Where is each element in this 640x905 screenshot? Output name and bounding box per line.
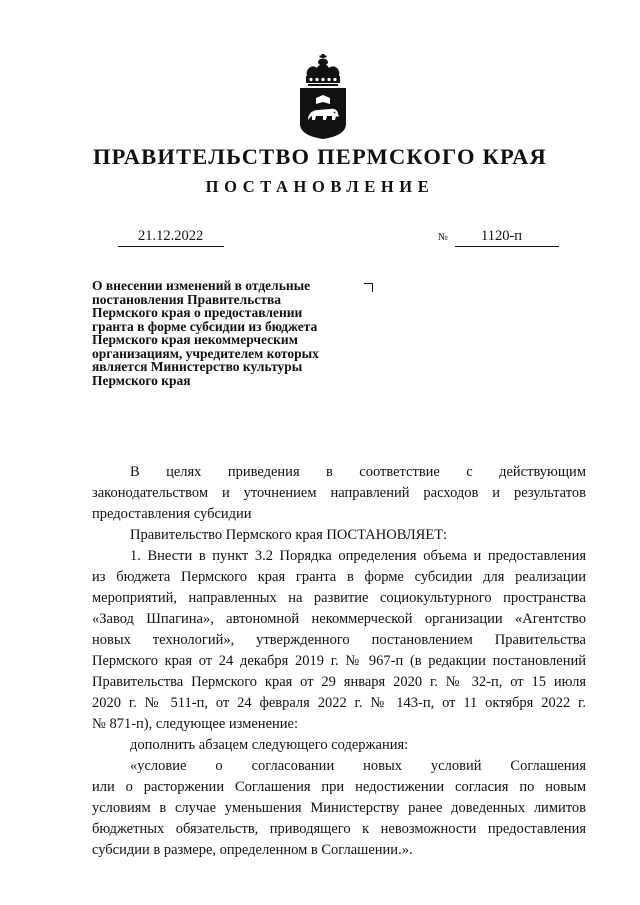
subject-line: постановления Правительства — [92, 291, 281, 307]
body-line: «условие о согласовании новых условий Соглашения — [130, 758, 586, 774]
body-line: новых технологий», утвержденного постановлением Правительства — [92, 632, 586, 648]
subject-line: Пермского края о предоставлении — [92, 305, 303, 320]
body-line: «Завод Шпагина», автономной некоммерческой организации «Агентство — [92, 611, 586, 627]
body-line: условиям в случае уменьшения Министерству ранее доведенных лимитов — [92, 800, 586, 816]
corner-bracket-mark — [364, 283, 373, 292]
subject-line: Пермского края — [92, 372, 191, 388]
document-type-title: ПОСТАНОВЛЕНИЕ — [205, 177, 435, 196]
body-line: 1. Внести в пункт 3.2 Порядка определения объема и предоставления — [130, 548, 586, 564]
subject-line: организациям, учредителем которых — [92, 345, 319, 361]
subject-line: гранта в форме субсидии из бюджета — [92, 318, 318, 334]
body-line: Пермского края от 24 декабря 2019 г. № 967-п (в редакции постановлений — [92, 653, 586, 669]
body-line: из бюджета Пермского края гранта в форме субсидии для реализации — [92, 569, 586, 585]
document-body — [92, 462, 586, 861]
body-line: № 871-п), следующее изменение: — [92, 716, 298, 732]
body-line: субсидии в размере, определенном в Соглашении.». — [92, 842, 413, 858]
body-line: В целях приведения в соответствие с действующим — [130, 464, 586, 480]
body-line: 2020 г. № 511-п, от 24 февраля 2022 г. № 143-п, от 11 октября 2022 г. — [92, 695, 586, 711]
body-line: предоставления субсидии — [92, 506, 252, 522]
body-line: мероприятий, направленных на развитие социокультурного пространства — [92, 590, 586, 606]
body-line: Правительство Пермского края ПОСТАНОВЛЯЕТ: — [130, 527, 448, 543]
body-line: дополнить абзацем следующего содержания: — [130, 737, 409, 753]
body-line: бюджетных обязательств, приводящего к невозможности предоставления — [92, 821, 586, 837]
number-field — [455, 228, 559, 247]
document-number: 1120-п — [481, 228, 523, 244]
body-line: Правительства Пермского края от 29 января 2020 г. № 32-п, от 15 июля — [92, 674, 586, 690]
perm-krai-coat-of-arms-icon — [297, 54, 349, 140]
government-title: ПРАВИТЕЛЬСТВО ПЕРМСКОГО КРАЯ — [92, 144, 548, 169]
subject-line: О внесении изменений в отдельные — [92, 278, 311, 293]
date-field — [118, 228, 224, 247]
body-line: законодательством и уточнением направлений расходов и результатов — [92, 485, 586, 501]
body-line: или о расторжении Соглашения при недостижении согласия по новым — [92, 779, 586, 795]
subject-line: Пермского края некоммерческим — [92, 332, 298, 347]
document-subject — [92, 279, 362, 387]
subject-line: является Министерство культуры — [92, 359, 303, 374]
number-sign: № — [438, 232, 449, 243]
document-date: 21.12.2022 — [138, 228, 204, 244]
